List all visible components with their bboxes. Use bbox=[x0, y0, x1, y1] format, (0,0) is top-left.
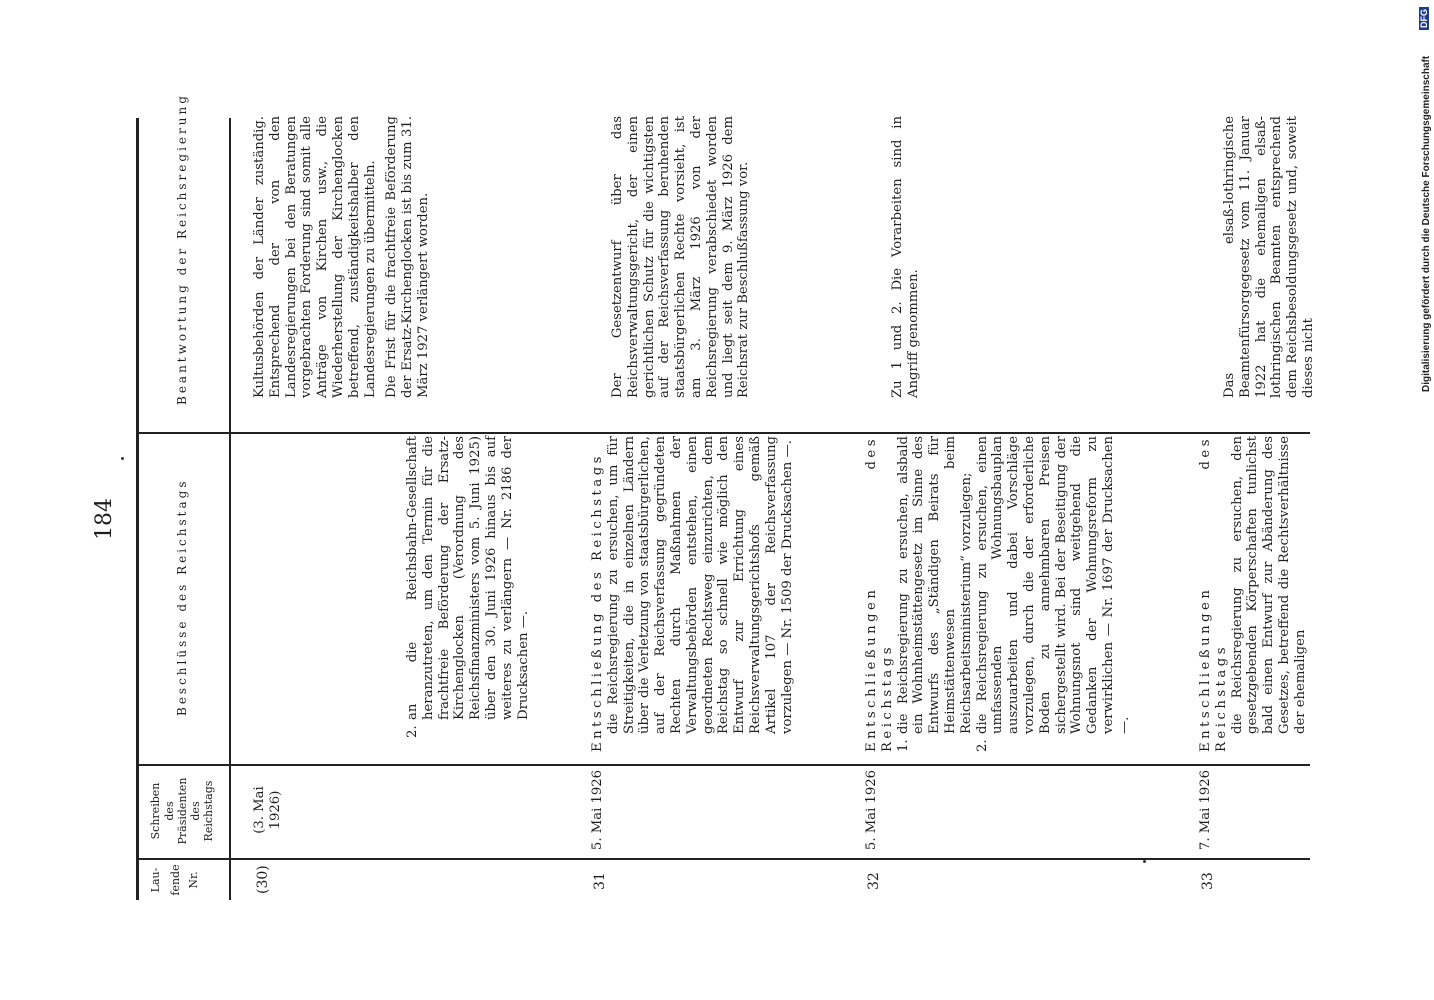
header-schreiben: Schreiben bbox=[149, 782, 162, 840]
row-32-number: 32 bbox=[866, 872, 882, 890]
header-laufende-nr-3: Nr. bbox=[187, 871, 200, 889]
header-schreiben-4: des bbox=[189, 801, 202, 821]
row-33-beschluss bbox=[1198, 436, 1309, 752]
row-30-item-num: 2. bbox=[405, 725, 420, 738]
dfg-logo: DFG bbox=[1419, 9, 1429, 28]
row-31-antwort: Der Gesetzentwurf über das Reichsverwaltungsgericht, der einen gerichtlichen Schutz für die wichtigsten auf der Reichsverfassung beruhenden staatsbürgerlichen Rechte vorsieht, ist am 3. März 1926 von der Reichsregierung verabschiedet worden und liegt seit dem 9. März 1926 dem Reichsrat zur Beschlußfassung vor. bbox=[610, 116, 752, 398]
page-number: 184 bbox=[92, 498, 117, 540]
row-33-beschluss-text: die Reichsregierung zu ersuchen, den gesetzgebenden Körperschaften tunlichst bald einen Entwurf zur Abänderung des Gesetzes, betreffend die Rechtsverhältnisse der ehemaligen bbox=[1229, 436, 1308, 734]
row-31-number: 31 bbox=[592, 872, 608, 890]
row-30-item-text: an die Reichsbahn-Gesellschaft heranzutreten, um den Termin für die frachtfreie Beförderung der Ersatz-Kirchenglocken (Verordnung des Reichsfinanzministers vom 5. Juni 1925) über den 30. Juni 1926 hinaus bis auf weiteres zu verlängern — Nr. 2186 der Drucksachen —. bbox=[405, 436, 531, 720]
header-beantwortung: Beantwortung der Reichsregierung bbox=[175, 93, 189, 405]
column-rule-2 bbox=[138, 764, 1310, 766]
header-schreiben-5: Reichstags bbox=[202, 780, 215, 842]
header-bottom-rule bbox=[229, 118, 231, 900]
column-rule-3 bbox=[138, 432, 1310, 434]
digitization-watermark: Digitalisierung gefördert durch die Deutsche Forschungsgemeinschaft bbox=[1421, 55, 1432, 392]
row-33-antwort: Das elsaß-lothringische Beamtenfürsorgegesetz vom 11. Januar 1922 hat die ehemaligen elsaß-lothringischen Beamten entsprechend dem Reichsbesoldungsgesetz und, soweit dieses nicht bbox=[1222, 116, 1316, 398]
row-33-date: 7. Mai 1926 bbox=[1198, 769, 1213, 851]
row-32-item-2: 2. die Reichsregierung zu ersuchen, einen umfassenden Wohnungsbauplan auszuarbeiten und dabei Vorschläge vorzulegen, durch die der erforderliche Boden zu annehmbaren Preisen sichergestellt wird. Bei der Beseitigung der Wohnungsnot sind weitgehend die Gedanken der Wohnungsreform zu verwirklichen — Nr. 1697 der Drucksachen —. bbox=[974, 436, 1132, 752]
column-rule-1 bbox=[138, 858, 1310, 860]
row-31-beschluss-head: Entschließung des Reichstags bbox=[590, 453, 605, 752]
row-31-beschluss bbox=[590, 436, 795, 752]
row-30-antwort bbox=[252, 116, 438, 398]
row-31-beschluss-text: die Reichsregierung zu ersuchen, um für Streitigkeiten, die in einzelnen Ländern über die Verletzung von staatsbürgerlichen, auf der Reichsverfassung gegründeten Rechten durch Maßnahmen der Verwaltungsbehörden entstehen, einen geordneten Rechtsweg einzurichten, dem Reichstag so schnell wie möglich den Entwurf zur Errichtung eines Reichsverwaltungsgerichtshofs gemäß Artikel 107 der Reichsverfassung vorzulegen — Nr. 1509 der Drucksachen —. bbox=[605, 436, 795, 734]
row-33-beschluss-head: Entschließungen des Reichstags bbox=[1198, 436, 1229, 752]
print-speck bbox=[121, 457, 124, 460]
row-32-beschluss-head: Entschließungen des Reichstags bbox=[864, 436, 895, 752]
row-32-date: 5. Mai 1926 bbox=[864, 769, 879, 851]
header-schreiben-2: des bbox=[163, 801, 176, 821]
row-30-number: (30) bbox=[255, 865, 271, 894]
header-beschluesse: Beschlüsse des Reichstags bbox=[175, 478, 189, 716]
print-speck-2 bbox=[1143, 860, 1146, 863]
row-33-number: 33 bbox=[1200, 872, 1216, 890]
row-30-antwort-1: Kultusbehörden der Länder zuständig. Entsprechend der von den Landesregierungen bei den Beratungen vorgebrachten Forderung sind somit alle Anträge von Kirchen usw., die Wiederherstellung der Kirchenglocken betreffend, zuständigkeitshalber den Landesregierungen zu übermitteln. bbox=[252, 116, 378, 398]
table-top-rule bbox=[136, 118, 139, 900]
row-32-beschluss bbox=[864, 436, 1133, 752]
row-30-antwort-2: Die Frist für die frachtfreie Beförderung der Ersatz-Kirchenglocken ist bis zum 31. März 1927 verlängert worden. bbox=[384, 116, 431, 398]
row-30-date: (3. Mai 1926) bbox=[252, 786, 283, 834]
row-31-date: 5. Mai 1926 bbox=[590, 769, 605, 851]
header-schreiben-3: Präsidenten bbox=[176, 777, 189, 845]
header-laufende-nr-2: fende bbox=[169, 864, 182, 896]
row-32-item-1: 1. die Reichsregierung zu ersuchen, alsbald ein Wohnheimstättengesetz im Sinne des Entwurfs des „Ständigen Beirats für Heimstättenwesen beim Reichsarbeitsministerium“ vorzulegen; bbox=[895, 436, 974, 752]
row-30-beschluss bbox=[405, 436, 531, 738]
row-32-antwort: Zu 1 und 2. Die Vorarbeiten sind in Angriff genommen. bbox=[890, 116, 921, 398]
header-laufende-nr: Lau- bbox=[149, 867, 162, 893]
